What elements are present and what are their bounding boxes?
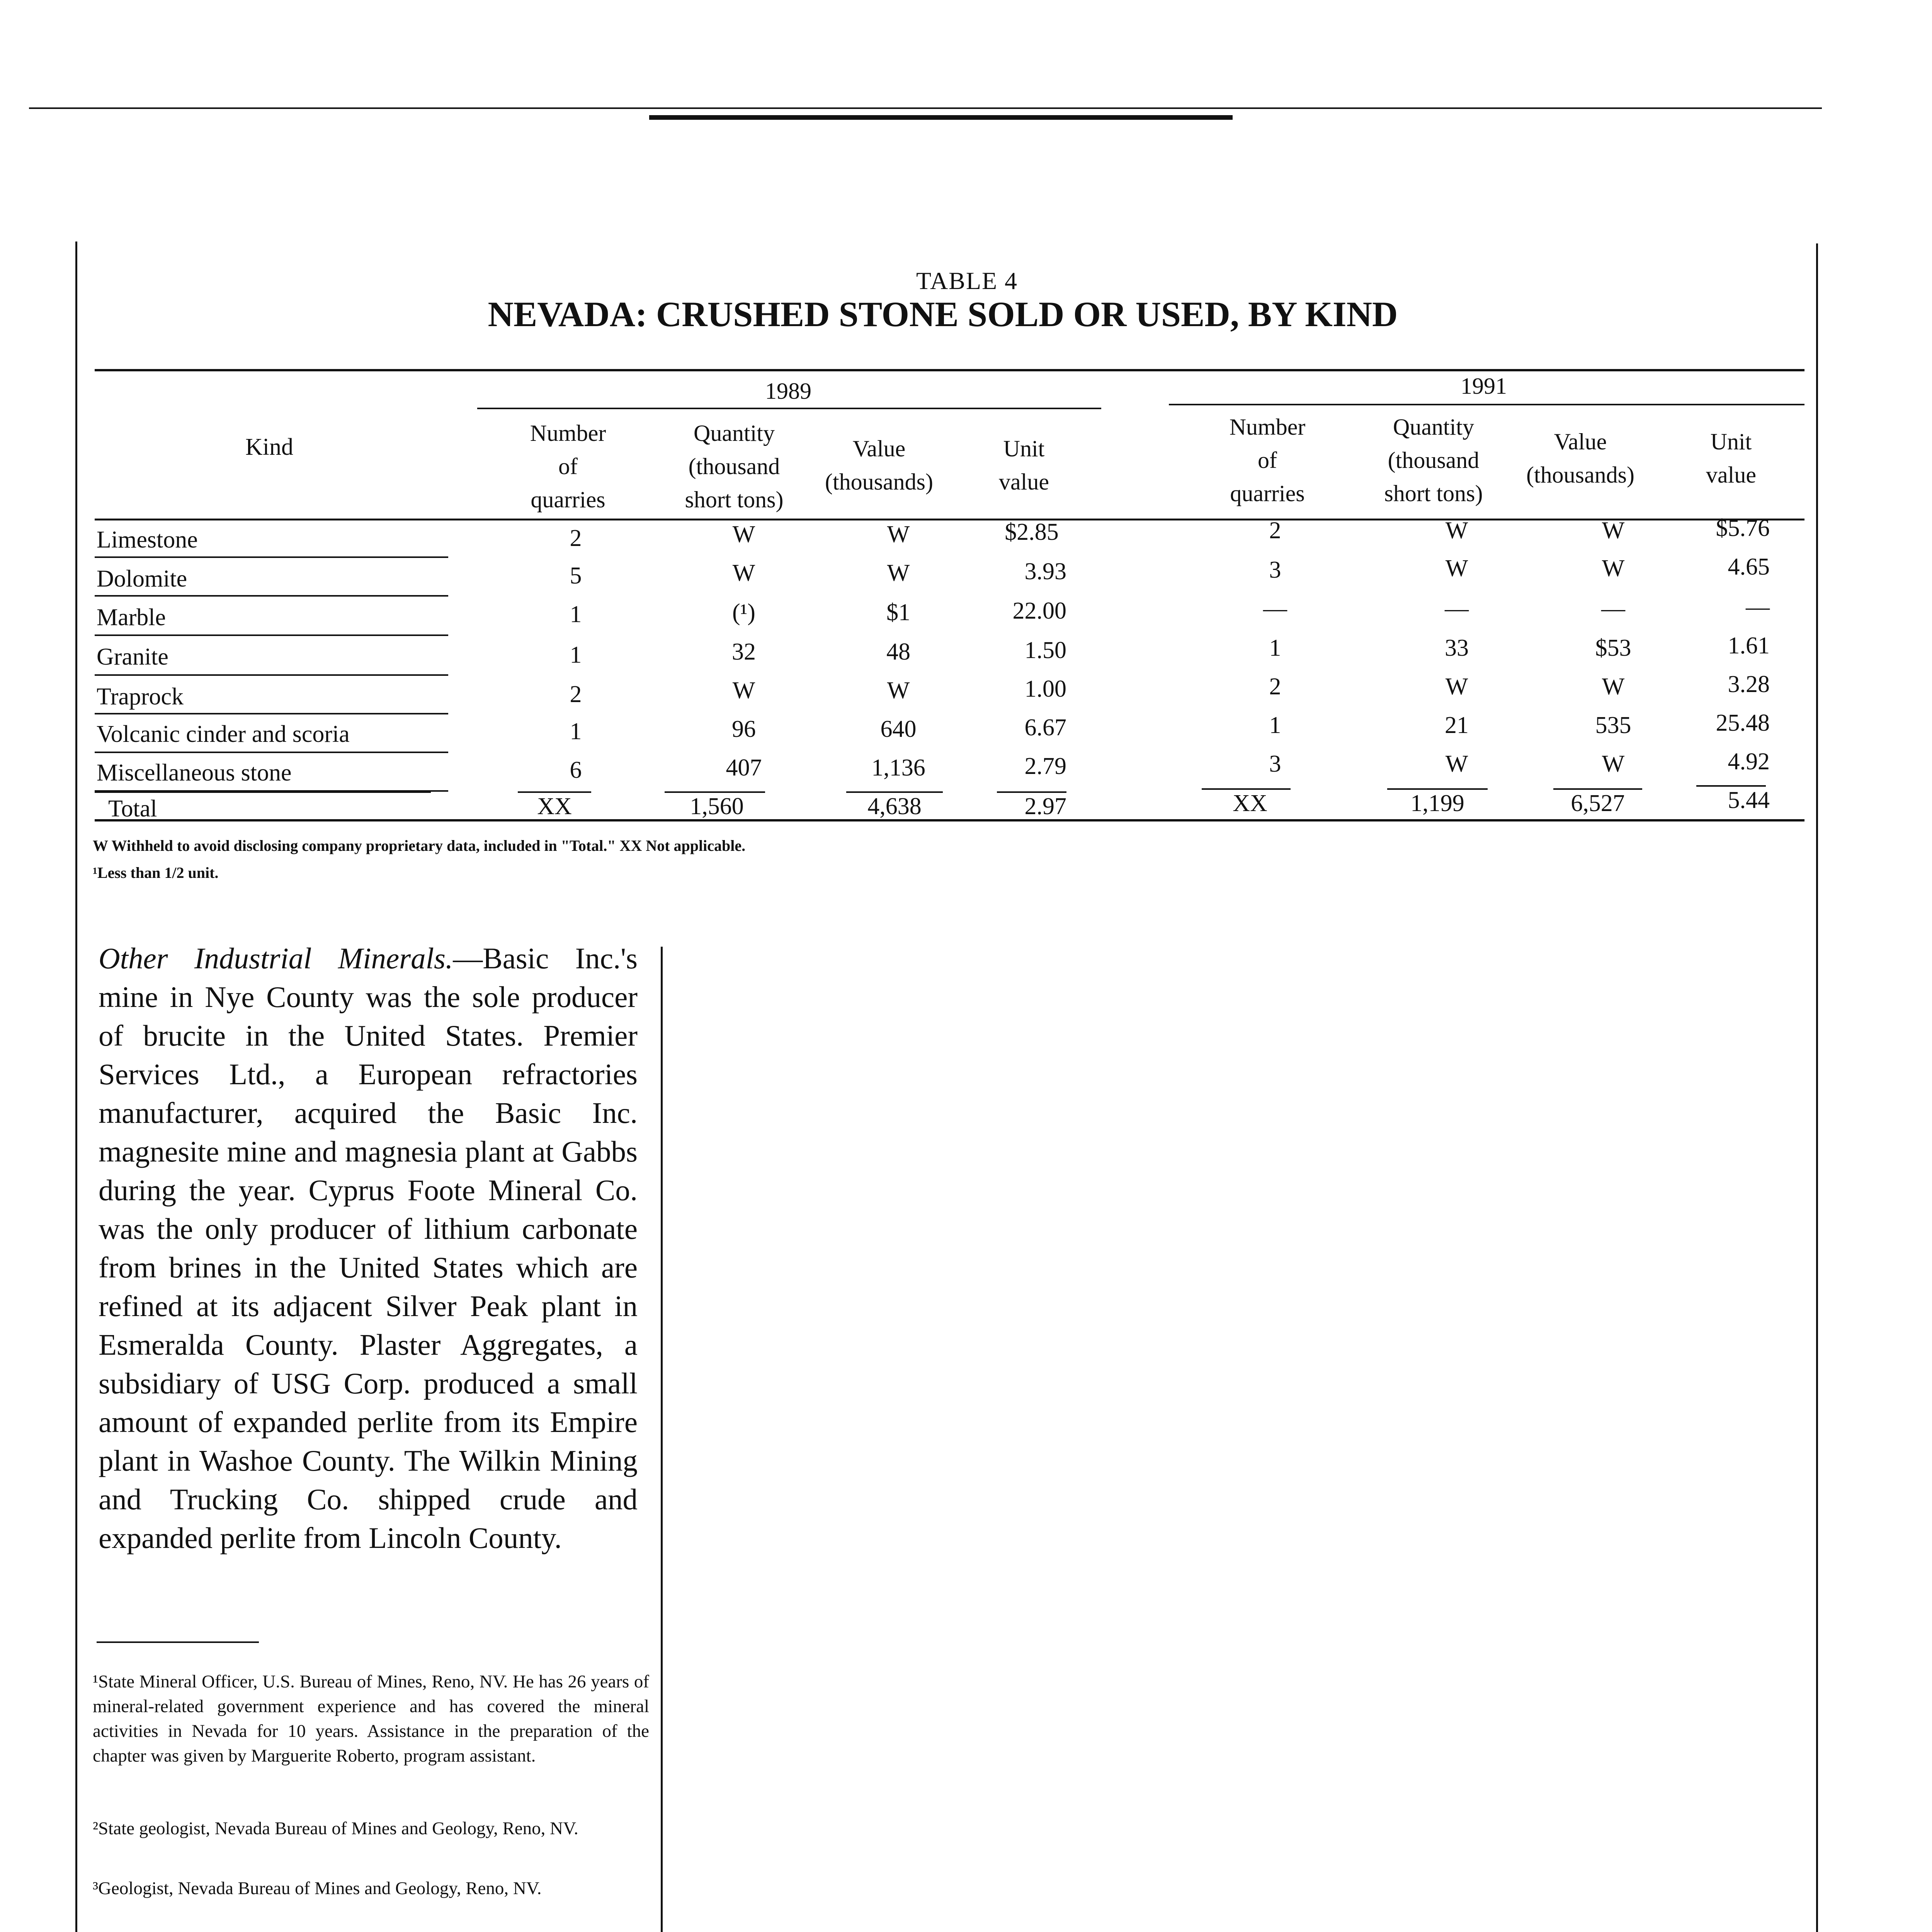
footnote-rule [97, 1641, 259, 1643]
cell-1989-quantity: W [732, 560, 755, 586]
cell-1989-value: 640 [880, 716, 917, 742]
cell-1989-value: W [887, 560, 910, 586]
year-1991-label: 1991 [1461, 373, 1507, 399]
row-kind: Volcanic cinder and scoria [97, 721, 350, 747]
row-kind: Marble [97, 604, 166, 631]
header-1989-quantity: Quantity (thousand short tons) [685, 420, 784, 512]
header-bottom-rule [95, 519, 1804, 520]
cell-1991-value: 535 [1595, 712, 1631, 738]
cell-1989-unit: 6.67 [1024, 714, 1066, 741]
cell-1989-value: 48 [886, 639, 910, 665]
row-divider [95, 752, 448, 753]
cell-1989-quantity: 407 [726, 755, 762, 781]
cell-1989-quantity: W [732, 521, 755, 548]
cell-1991-number: 2 [1269, 517, 1281, 544]
cell-1989-value: $1 [886, 599, 910, 626]
total-1991-quantity: 1,199 [1410, 790, 1464, 816]
row-divider [95, 713, 448, 714]
header-1991-quantity: Quantity (thousand short tons) [1384, 414, 1483, 506]
row-divider [95, 556, 448, 558]
year-1989-rule [477, 408, 1101, 409]
cell-1989-number: 2 [570, 525, 582, 551]
header-1989-number: Number of quarries [530, 420, 606, 512]
footnote-2: ²State geologist, Nevada Bureau of Mines and Geology, Reno, NV. [93, 1818, 578, 1838]
cell-1989-number: 1 [570, 718, 582, 745]
cell-1991-unit: 3.28 [1728, 671, 1770, 697]
row-divider [95, 674, 448, 676]
cell-1991-number: — [1263, 595, 1287, 622]
right-frame-line [1816, 243, 1818, 1932]
cell-1991-quantity: W [1445, 751, 1468, 777]
cell-1991-value: W [1602, 673, 1625, 700]
cell-1991-quantity: W [1445, 555, 1468, 582]
cell-1989-number: 2 [570, 681, 582, 707]
kind-column-header: Kind [245, 434, 293, 460]
total-1991-unit: 5.44 [1728, 787, 1770, 813]
cell-1991-value: $53 [1595, 635, 1631, 661]
cell-1989-number: 1 [570, 642, 582, 668]
cell-1989-unit: 22.00 [1012, 598, 1066, 624]
cell-1991-number: 1 [1269, 635, 1281, 661]
year-1989-label: 1989 [765, 378, 811, 404]
row-divider [95, 595, 448, 597]
row-kind: Limestone [97, 527, 198, 553]
cell-1991-quantity: 21 [1445, 712, 1469, 738]
left-frame-line [75, 242, 77, 1932]
cell-1989-quantity: W [732, 677, 755, 704]
table-note-withheld: W Withheld to avoid disclosing company proprietary data, included in "Total." XX Not applicable. [93, 837, 746, 854]
cell-1991-number: 1 [1269, 712, 1281, 738]
cell-1991-quantity: W [1445, 673, 1468, 700]
cell-1989-unit: 1.00 [1024, 676, 1066, 702]
total-1989-number: XX [537, 793, 572, 820]
row-divider [95, 634, 448, 636]
total-label-line [95, 791, 431, 793]
cell-1991-number: 3 [1269, 557, 1281, 583]
cell-1991-unit: 25.48 [1716, 710, 1770, 736]
top-rule [29, 107, 1822, 109]
cell-1989-unit: 3.93 [1024, 558, 1066, 585]
header-1991-number: Number of quarries [1229, 414, 1306, 506]
cell-1989-quantity: (¹) [732, 599, 755, 626]
total-1989-quantity: 1,560 [690, 793, 744, 820]
cell-1991-value: — [1601, 595, 1625, 622]
section-lead: Other Industrial Minerals. [99, 942, 453, 975]
cell-1989-quantity: 32 [732, 639, 756, 665]
cell-1991-unit: 4.65 [1728, 554, 1770, 580]
cell-1991-number: 2 [1269, 673, 1281, 700]
cell-1989-number: 5 [570, 563, 582, 589]
year-1991-rule [1169, 404, 1804, 405]
cell-1991-value: W [1602, 555, 1625, 582]
total-label: Total [108, 796, 157, 822]
body-paragraph [99, 939, 638, 1557]
total-1989-value: 4,638 [867, 793, 922, 820]
cell-1989-quantity: 96 [732, 716, 756, 742]
table-title: NEVADA: CRUSHED STONE SOLD OR USED, BY KIND [488, 294, 1398, 334]
cell-1989-value: W [887, 521, 910, 548]
cell-1991-unit: 1.61 [1728, 633, 1770, 659]
top-rule-accent [649, 115, 1233, 120]
row-kind: Traprock [97, 684, 184, 710]
cell-1991-quantity: W [1445, 517, 1468, 544]
cell-1989-unit: 1.50 [1024, 637, 1066, 663]
body-text: —Basic Inc.'s mine in Nye County was the sole producer of brucite in the United States. Premier Services Ltd., a European refractories manufacturer, acquired the Basic Inc. magnesite mine and magnesia plant at Gabbs during the year. Cyprus Foote Mineral Co. was the only producer of lithium carbonate from brines in the United States which are refined at its adjacent Silver Peak plant in Esmeralda County. Plaster Aggregates, a subsidiary of USG Corp. produced a small amount of expanded perlite from its Empire plant in Washoe County. The Wilkin Mining and Trucking Co. shipped crude and expanded perlite from Lincoln County. [99, 942, 638, 1554]
table-note-less-than: ¹Less than 1/2 unit. [93, 864, 219, 881]
total-1991-number: XX [1233, 790, 1267, 816]
row-kind: Granite [97, 644, 168, 670]
total-1989-unit: 2.97 [1024, 793, 1066, 820]
footnote-1: ¹State Mineral Officer, U.S. Bureau of Mines, Reno, NV. He has 26 years of mineral-related government experience and has covered the mineral activities in Nevada for 10 years. Assistance in the preparation of the chapter was given by Marguerite Roberto, program assistant. [93, 1672, 649, 1766]
total-1991-value: 6,527 [1571, 790, 1625, 816]
column-divider [661, 947, 663, 1932]
cell-1989-number: 6 [570, 757, 582, 783]
header-1989-unit: Unit value [999, 436, 1049, 495]
row-kind: Miscellaneous stone [97, 760, 292, 786]
header-1991-unit: Unit value [1706, 429, 1756, 488]
cell-1991-unit: $5.76 [1716, 515, 1770, 541]
table-label: TABLE 4 [916, 267, 1018, 294]
cell-1989-unit: 2.79 [1024, 753, 1066, 779]
cell-1991-value: W [1602, 751, 1625, 777]
header-1991-value: Value (thousands) [1526, 429, 1634, 488]
footnote-3: ³Geologist, Nevada Bureau of Mines and Geology, Reno, NV. [93, 1878, 542, 1898]
cell-1991-unit: — [1746, 594, 1770, 620]
table-top-rule [95, 369, 1804, 371]
cell-1991-quantity: 33 [1445, 635, 1469, 661]
row-kind: Dolomite [97, 566, 187, 592]
cell-1991-number: 3 [1269, 751, 1281, 777]
cell-1989-value: W [887, 677, 910, 704]
cell-1991-value: W [1602, 517, 1625, 544]
cell-1991-quantity: — [1445, 595, 1469, 622]
header-1989-value: Value (thousands) [825, 436, 933, 495]
cell-1989-unit: $2.85 [1005, 519, 1059, 545]
cell-1991-unit: 4.92 [1728, 748, 1770, 775]
cell-1989-number: 1 [570, 601, 582, 628]
cell-1989-value: 1,136 [871, 755, 925, 781]
